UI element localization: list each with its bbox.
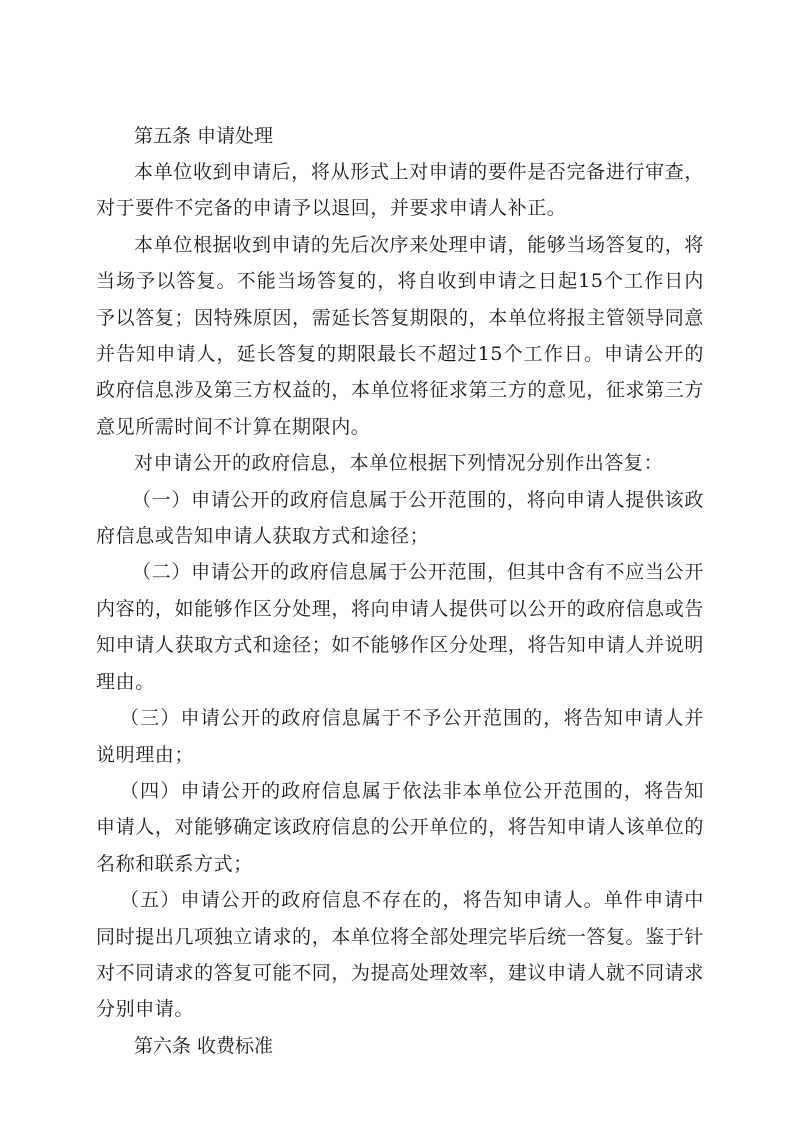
paragraph-review: 本单位收到申请后，将从形式上对申请的要件是否完备进行审查，对于要件不完备的申请予以退回，并要求申请人补正。: [96, 161, 704, 220]
document-body: [96, 118, 704, 1064]
list-item-2: （二）申请公开的政府信息属于公开范围，但其中含有不应当公开内容的，如能够作区分处理，将向申请人提供可以公开的政府信息或告知申请人获取方式和途径；如不能够作区分处理，将告知申请人并说明理由。: [96, 561, 704, 693]
paragraph-reply-intro: 对申请公开的政府信息，本单位根据下列情况分别作出答复：: [134, 452, 664, 475]
section-6-heading: 第六条 收费标准: [134, 1034, 274, 1057]
list-item-3: （三）申请公开的政府信息属于不予公开范围的，将告知申请人并说明理由；: [96, 707, 704, 766]
section-5-heading: 第五条 申请处理: [134, 125, 274, 147]
list-item-4: （四）申请公开的政府信息属于依法非本单位公开范围的，将告知申请人，对能够确定该政府信息的公开单位的，将告知申请人该单位的名称和联系方式；: [96, 779, 704, 875]
list-item-5: （五）申请公开的政府信息不存在的，将告知申请人。单件申请中同时提出几项独立请求的，本单位将全部处理完毕后统一答复。鉴于针对不同请求的答复可能不同，为提高处理效率，建议申请人就不同请求分别申请。: [96, 889, 704, 1021]
list-item-1: （一）申请公开的政府信息属于公开范围的，将向申请人提供该政府信息或告知申请人获取方式和途径；: [96, 488, 704, 548]
paragraph-processing-order: 本单位根据收到申请的先后次序来处理申请，能够当场答复的，将当场予以答复。不能当场答复的，将自收到申请之日起15个工作日内予以答复；因特殊原因，需延长答复期限的，本单位将报主管领导同意并告知申请人，延长答复的期限最长不超过15个工作日。申请公开的政府信息涉及第三方权益的，本单位将征求第三方的意见，征求第三方意见所需时间不计算在期限内。: [96, 233, 704, 438]
